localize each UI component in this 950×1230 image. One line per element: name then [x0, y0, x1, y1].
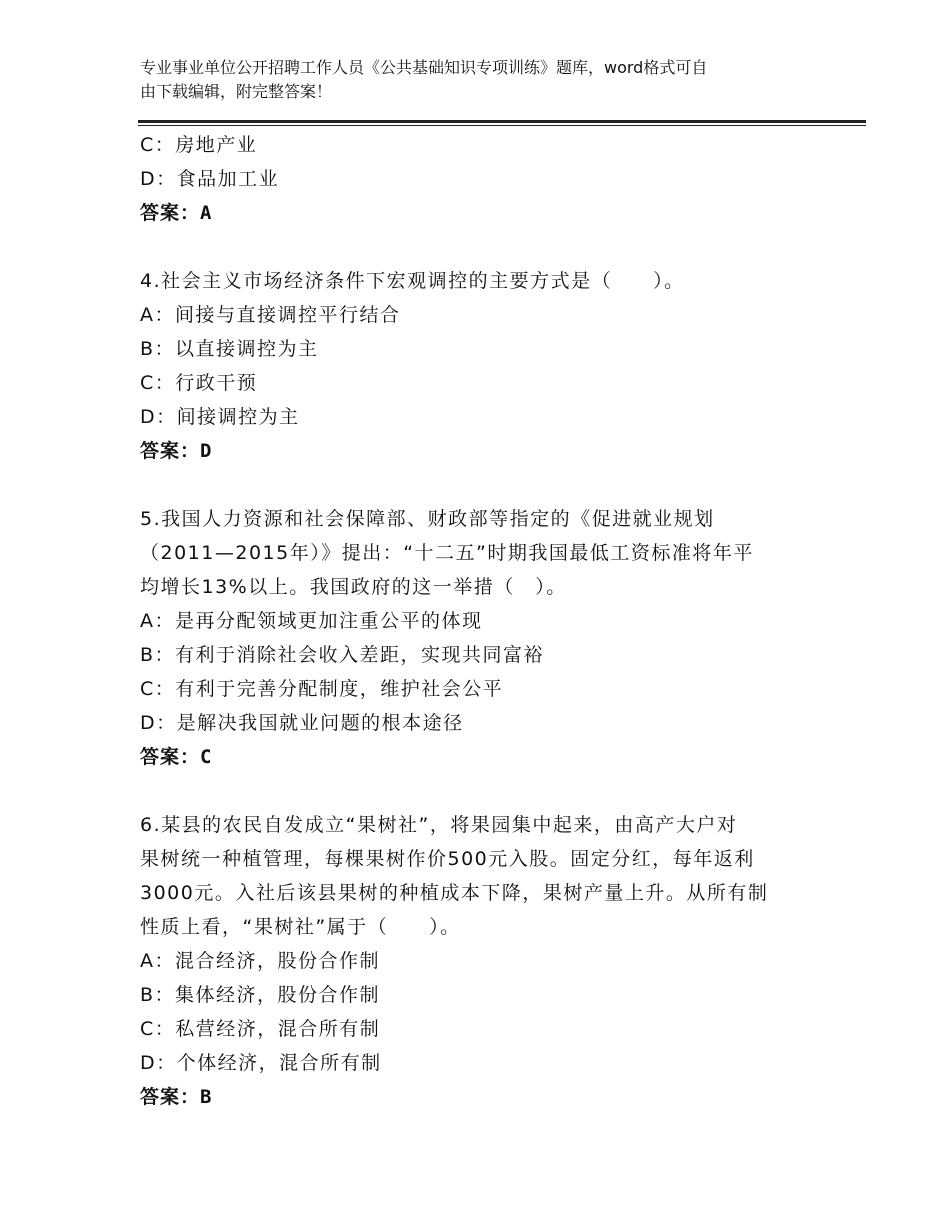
answer-line: [140, 196, 820, 230]
header-line-1: 专业事业单位公开招聘工作人员《公共基础知识专项训练》题库，word格式可自: [140, 58, 708, 77]
option-b: B：有利于消除社会收入差距，实现共同富裕: [140, 644, 545, 666]
option-c: C：私营经济，混合所有制: [140, 1018, 381, 1040]
answer-value: A: [200, 202, 213, 224]
answer-value: D: [200, 440, 213, 462]
answer-label: 答案：: [140, 1086, 201, 1108]
answer-value: B: [200, 1086, 213, 1108]
question-block-6: [140, 808, 820, 1114]
option-a: A：是再分配领域更加注重公平的体现: [140, 610, 483, 632]
option-c: C：行政干预: [140, 372, 258, 394]
answer-line: [140, 1080, 820, 1114]
question-stem: 6.某县的农民自发成立“果树社”，将果园集中起来，由高产大户对: [140, 814, 738, 836]
header-divider-thin: [138, 125, 866, 126]
answer-label: 答案：: [140, 440, 201, 462]
option-a: A：混合经济，股份合作制: [140, 950, 380, 972]
answer-line: [140, 740, 820, 774]
question-block-4: [140, 264, 820, 468]
question-block-partial: [140, 128, 820, 230]
option-d: D：食品加工业: [140, 168, 280, 190]
option-b: B：以直接调控为主: [140, 338, 319, 360]
question-stem: 性质上看，“果树社”属于（ ）。: [140, 916, 461, 938]
question-stem: 3000元。入社后该县果树的种植成本下降，果树产量上升。从所有制: [140, 882, 769, 904]
option-a: A：间接与直接调控平行结合: [140, 304, 401, 326]
option-c: C：有利于完善分配制度，维护社会公平: [140, 678, 504, 700]
option-c: C：房地产业: [140, 134, 258, 156]
page-header: [140, 56, 820, 104]
question-stem: 5.我国人力资源和社会保障部、财政部等指定的《促进就业规划: [140, 508, 715, 530]
answer-label: 答案：: [140, 746, 201, 768]
answer-label: 答案：: [140, 202, 201, 224]
option-d: D：个体经济，混合所有制: [140, 1052, 382, 1074]
spacer: [140, 774, 820, 808]
question-stem: （2011—2015年）》提出：“十二五”时期我国最低工资标准将年平: [140, 542, 754, 564]
header-divider-thick: [138, 120, 866, 123]
question-list: [140, 128, 820, 1114]
question-stem: 均增长13%以上。我国政府的这一举措（ ）。: [140, 576, 567, 598]
question-stem: 4.社会主义市场经济条件下宏观调控的主要方式是（ ）。: [140, 270, 685, 292]
answer-value: C: [200, 746, 213, 768]
spacer: [140, 468, 820, 502]
header-line-2: 由下载编辑，附完整答案！: [140, 82, 333, 101]
option-d: D：是解决我国就业问题的根本途径: [140, 712, 464, 734]
option-b: B：集体经济，股份合作制: [140, 984, 381, 1006]
question-block-5: [140, 502, 820, 774]
question-stem: 果树统一种植管理，每棵果树作价500元入股。固定分红，每年返利: [140, 848, 755, 870]
option-d: D：间接调控为主: [140, 406, 300, 428]
answer-line: [140, 434, 820, 468]
spacer: [140, 230, 820, 264]
